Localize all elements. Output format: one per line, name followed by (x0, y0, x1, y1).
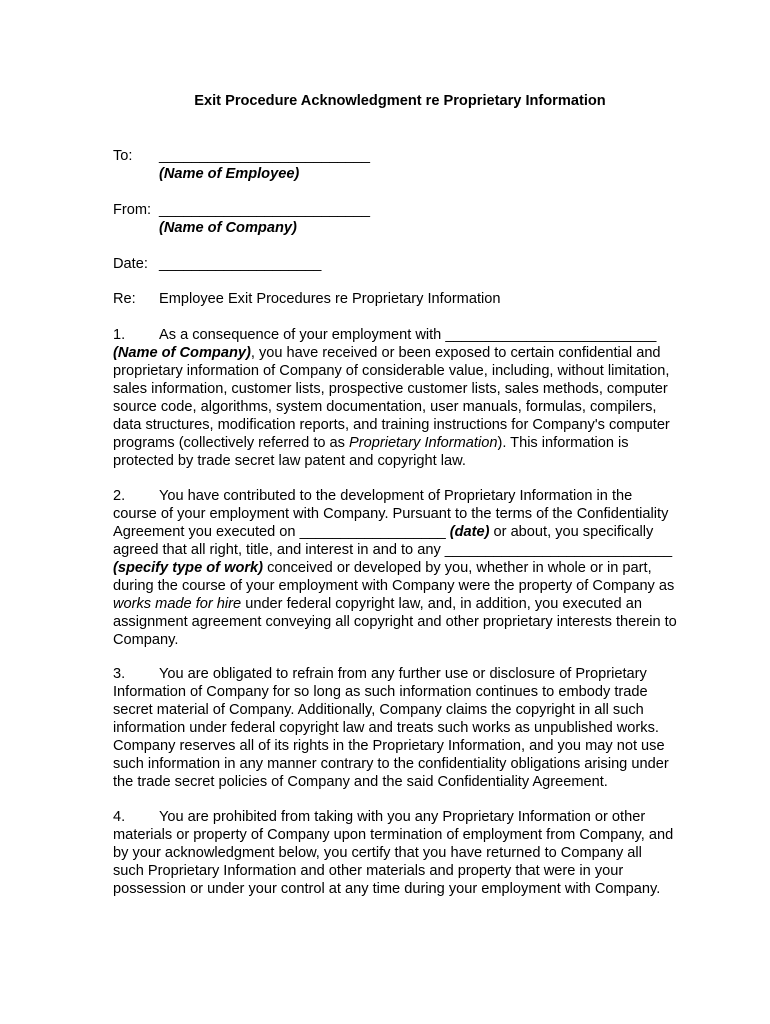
paragraph-number: 2. (113, 488, 126, 504)
date-label: Date: (113, 256, 148, 272)
re-label: Re: (113, 291, 136, 307)
to-caption: (Name of Employee) (159, 166, 300, 182)
to-label: To: (113, 148, 133, 164)
paragraph-number: 1. (113, 327, 126, 343)
to-blank: __________________________ (159, 148, 371, 164)
paragraph-number: 3. (113, 666, 126, 682)
paragraph-number: 4. (113, 809, 126, 825)
from-caption: (Name of Company) (159, 220, 297, 236)
from-blank: __________________________ (159, 202, 371, 218)
document-title: Exit Procedure Acknowledgment re Proprietary Information (194, 93, 606, 109)
paragraph-4: 4. You are prohibited from taking with you any Proprietary Information or other materials or property of Company upon termination of employment from Company, and by your acknowledgment below, you certify that you have returned to Company all such Proprietary Information and other materials and property that were in your possession or under your control at any time during your employment with Company. (113, 809, 674, 897)
from-label: From: (113, 202, 152, 218)
paragraph-3: 3. You are obligated to refrain from any further use or disclosure of Proprietary Information of Company for so long as such information continues to embody trade secret material of Company. Additionally, Company claims the copyright in all such information under federal copyright law and treats such works as unpublished works. Company reserves all of its rights in the Proprietary Information, and you may not use such information in any manner contrary to the confidentiality obligations arising under the trade secret policies of Company and the said Confidentiality Agreement. (113, 666, 669, 790)
re-text: Employee Exit Procedures re Proprietary Information (159, 291, 501, 307)
paragraph-2: 2. You have contributed to the development of Proprietary Information in the course of your employment with Company. Pursuant to the terms of the Confidentiality Agreement you executed on __________________ (date) or about, you specifically agreed that all right, title, and interest in and to any ____________________________ (specify type of work) conceived or developed by you, whether in whole or in part, during the course of your employment with Company were the property of Company as works made for hire under federal copyright law, and, in addition, you executed an assignment agreement conveying all copyright and other proprietary interests therein to Company. (113, 488, 677, 648)
paragraph-1: 1. As a consequence of your employment with __________________________ (Name of Company), you have received or been exposed to certain confidential and proprietary information of Company of considerable value, including, without limitation, sales information, customer lists, prospective customer lists, sales methods, computer source code, algorithms, system documentation, user manuals, formulas, compilers, data structures, modification reports, and training instructions for Company's computer programs (collectively referred to as Proprietary Information). This information is protected by trade secret law patent and copyright law. (113, 327, 670, 469)
date-blank: ____________________ (159, 256, 322, 272)
